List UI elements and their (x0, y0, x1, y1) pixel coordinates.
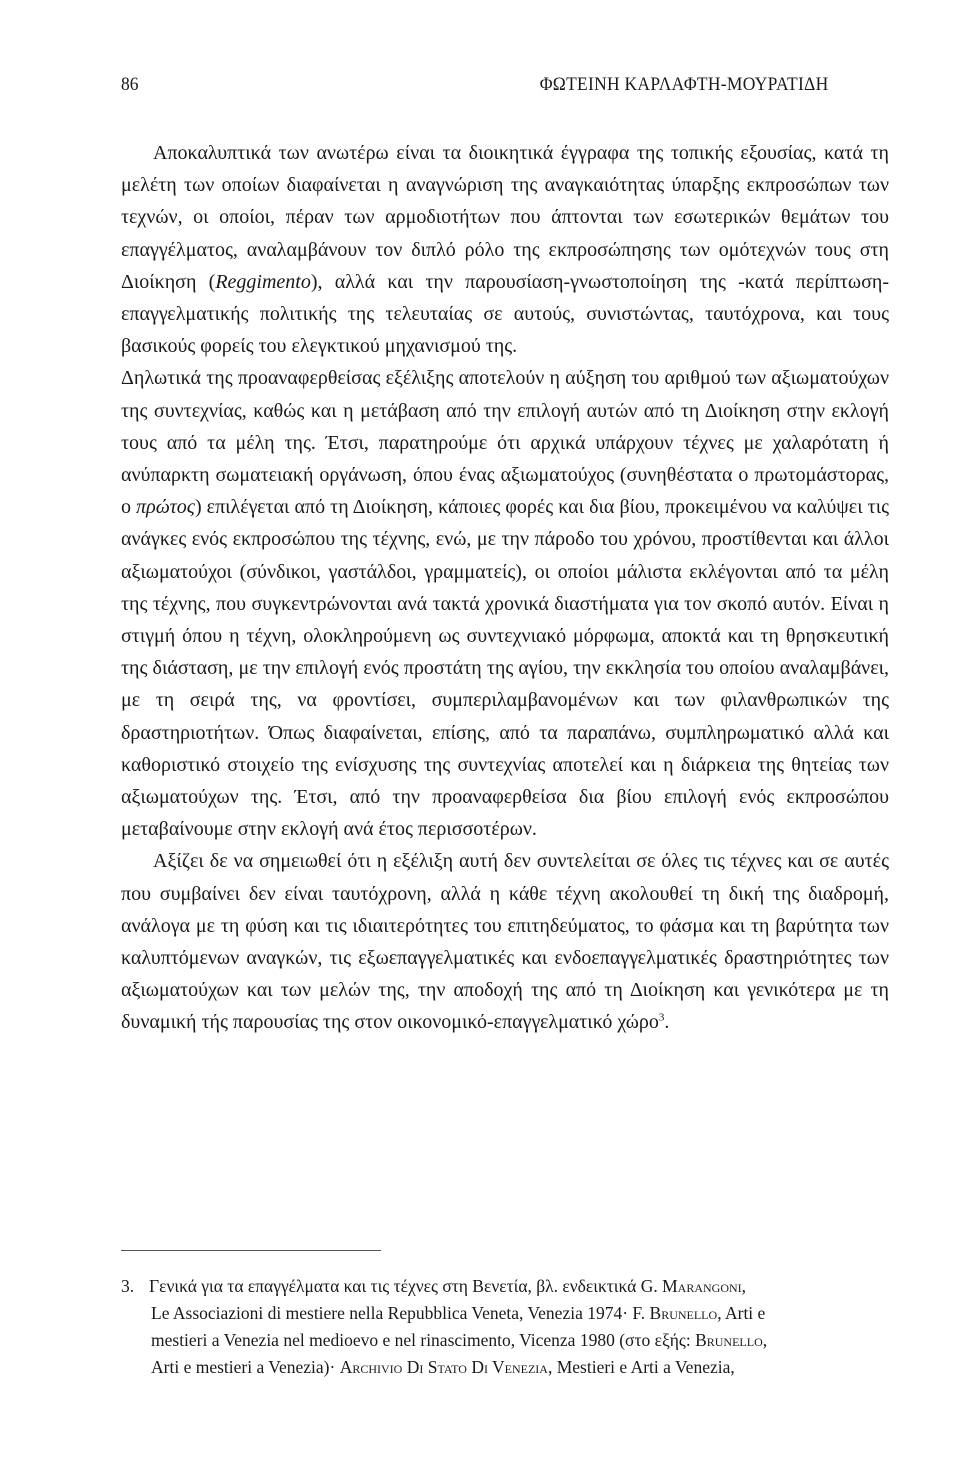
paragraph-1: Αποκαλυπτικά των ανωτέρω είναι τα διοικητικά έγγραφα της τοπικής εξουσίας, κατά τη μελέτη των οποίων διαφαίνεται η αναγνώριση της αναγκαιότητας ύπαρξης εκπροσώπων των τεχνών, οι οποίοι, πέραν των αρμοδιοτήτων που άπτονται των εσωτερικών θεμάτων του επαγγέλματος, αναλαμβάνουν τον διπλό ρόλο της εκπροσώπησης των ομότεχνών τους στη Διοίκηση (Reggimento), αλλά και την παρουσίαση-γνωστοποίηση της -κατά περίπτωση- επαγγελματικής πολιτικής της τελευταίας σε αυτούς, συνιστώντας, ταυτόχρονα, και τους βασικούς φορείς του ελεγκτικού μηχανισμού της. (121, 142, 889, 358)
running-title: ΦΩΤΕΙΝΗ ΚΑΡΛΑΦΤΗ-ΜΟΥΡΑΤΙΔΗ (539, 74, 829, 95)
footnote-number: 3. (121, 1276, 135, 1296)
footnote-3: 3. Γενικά για τα επαγγέλματα και τις τέχνες στη Βενετία, βλ. ενδεικτικά G. Marangoni, Le Associazioni di mestiere nella Repubblica Veneta, Venezia 1974· F. Brunello, Arti e mestieri a Venezia nel medioevo e nel rinascimento, Vicenza 1980 (στο εξής: Brunello, Arti e mestieri a Venezia)· Archivio Di Stato Di Venezia, Mestieri e Arti a Venezia, (121, 1273, 889, 1381)
page-number: 86 (121, 74, 139, 95)
italic-term-reggimento: Reggimento (215, 270, 311, 293)
footnote-ref-3[interactable]: 3 (658, 1011, 665, 1024)
footnote-divider (121, 1250, 381, 1251)
main-text (121, 137, 889, 1039)
paragraph-3: Αξίζει δε να σημειωθεί ότι η εξέλιξη αυτή δεν συντελείται σε όλες τις τέχνες και σε αυτές που συμβαίνει δεν είναι ταυτόχρονη, αλλά η κάθε τέχνη ακολουθεί τη δική της διαδρομή, ανάλογα με τη φύση και τις ιδιαιτερότητες του επιτηδεύματος, το φάσμα και τη βαρύτητα των καλυπτόμενων αναγκών, τις εξωεπαγγελματικές και ενδοεπαγγελματικές δραστηριότητες των αξιωματούχων και των μελών της, την αποδοχή της από τη Διοίκηση και γενικότερα με τη δυναμική τής παρουσίας της στον οικονομικό-επαγγελματικό χώρο$^3$. (121, 850, 889, 1034)
paragraph-2: Δηλωτικά της προαναφερθείσας εξέλιξης αποτελούν η αύξηση του αριθμού των αξιωματούχων της συντεχνίας, καθώς και η μετάβαση από την επιλογή αυτών από τη Διοίκηση στην εκλογή τους από τα μέλη της. Έτσι, παρατηρούμε ότι αρχικά υπάρχουν τέχνες με χαλαρότατη ή ανύπαρκτη σωματειακή οργάνωση, όπου ένας αξιωματούχος (συνηθέστατα ο πρωτομάστορας, ο πρώτος) επιλέγεται από τη Διοίκηση, κάποιες φορές και δια βίου, προκειμένου να καλύψει τις ανάγκες ενός εκπροσώπου της τέχνης, ενώ, με την πάροδο του χρόνου, προστίθενται και άλλοι αξιωματούχοι (σύνδικοι, γαστάλδοι, γραμματείς), οι οποίοι μάλιστα εκλέγονται από τα μέλη της τέχνης, που συγκεντρώνονται ανά τακτά χρονικά διαστήματα για τον σκοπό αυτόν. Είναι η στιγμή όπου η τέχνη, ολοκληρούμενη ως συντεχνιακό μόρφωμα, αποκτά και τη θρησκευτική της διάσταση, με την επιλογή ενός προστάτη της αγίου, την εκκλησία του οποίου αναλαμβάνει, με τη σειρά της, να φροντίσει, συμπεριλαμβανομένων και των φιλανθρωπικών της δραστηριοτήτων. Όπως διαφαίνεται, επίσης, από τα παραπάνω, συμπληρωματικό αλλά και καθοριστικό στοιχείο της ενίσχυσης της συντεχνίας αποτελεί και η διάρκεια της θητείας των αξιωματούχων της. Έτσι, από την προαναφερθείσα δια βίου επιλογή ενός εκπροσώπου μεταβαίνουμε στην εκλογή ανά έτος περισσοτέρων. (121, 367, 889, 841)
running-header (121, 74, 828, 96)
italic-term-protos: πρώτος (136, 496, 195, 519)
